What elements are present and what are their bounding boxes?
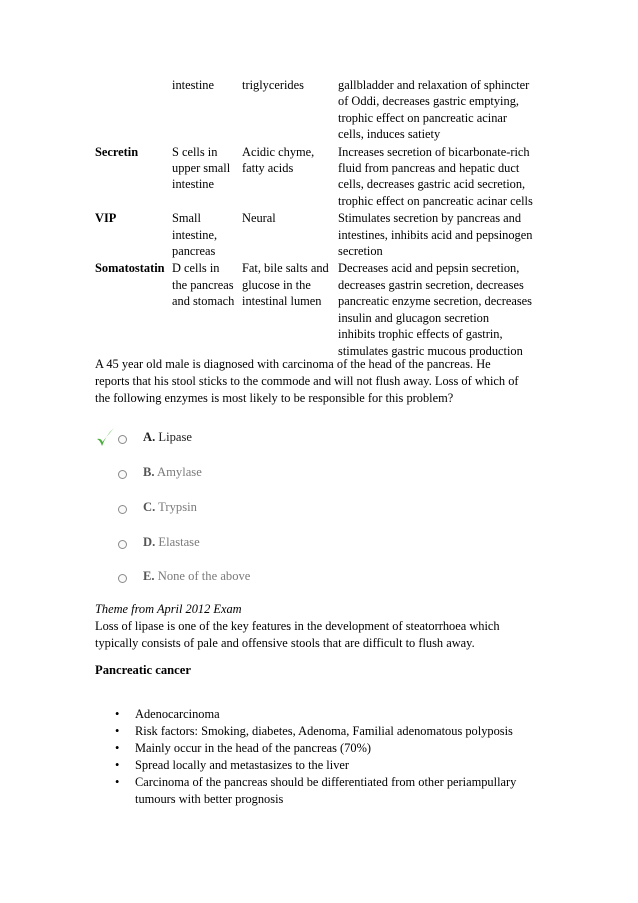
bullet-icon: • [115,758,120,772]
hormone-source: S cells in upper small intestine [172,144,231,192]
table-row [95,77,548,143]
option-label: D. Elastase [143,535,200,549]
radio-button[interactable] [118,540,127,549]
hormone-action: Stimulates secretion by pancreas and intestines, inhibits acid and pepsinogen secretion [338,211,533,259]
hormone-action: Decreases acid and pepsin secretion, decreases gastrin secretion, decreases pancreatic enzyme secretion, decreases insulin and glucagon secretion inhibits trophic effects of gastrin, stimulates gastric mucous production [338,261,533,358]
hormone-source: intestine [172,78,214,92]
option-label: A. Lipase [143,430,192,444]
explanation: Theme from April 2012 Exam Loss of lipase is one of the key features in the development of steatorrhoea which typically consists of pale and offensive stools that are difficult to flush away. [95,601,555,652]
answer-option-a[interactable] [95,430,395,450]
radio-button[interactable] [118,574,127,583]
section-heading: Pancreatic cancer [95,663,191,677]
hormone-name: Somatostatin [95,261,165,276]
hormone-table [95,77,548,359]
hormone-name [95,77,172,143]
hormone-action: Increases secretion of bicarbonate-rich fluid from pancreas and hepatic duct cells, decreases gastric acid secretion, trophic effect on pancreatic acinar cells [338,144,533,208]
radio-button[interactable] [118,505,127,514]
hormone-stimulus: Fat, bile salts and glucose in the intestinal lumen [242,261,329,309]
table-row [95,210,548,259]
question-stem: A 45 year old male is diagnosed with carcinoma of the head of the pancreas. He reports that his stool sticks to the commode and will not flush away. Loss of which of the following enzymes is most likely to be responsible for this problem? [95,357,519,405]
hormone-action: gallbladder and relaxation of sphincter of Oddi, decreases gastric emptying, trophic effect on pancreatic acinar cells, induces satiety [338,78,530,142]
answer-option-b[interactable] [95,465,395,485]
hormone-source: D cells in the pancreas and stomach [172,261,235,309]
hormone-stimulus: Neural [242,211,276,226]
hormone-source: Small intestine, pancreas [172,211,218,259]
table-row [95,144,548,210]
bullet-icon: • [115,741,120,755]
hormone-stimulus: triglycerides [242,78,304,92]
checkmark-icon [95,427,115,449]
list-item: • Adenocarcinoma [115,707,220,721]
theme-note: Theme from April 2012 Exam [95,602,242,616]
radio-button[interactable] [118,470,127,479]
bullet-icon: • [115,707,120,721]
list-item: • Carcinoma of the pancreas should be differentiated from other periampullary tumours with better prognosis [115,775,517,806]
hormone-name: VIP [95,211,117,226]
option-label: C. Trypsin [143,500,197,514]
answer-option-e[interactable] [95,569,395,589]
bullet-list [95,706,516,808]
bullet-icon: • [115,775,120,789]
list-item: • Risk factors: Smoking, diabetes, Adenoma, Familial adenomatous polyposis [115,724,513,738]
answer-option-c[interactable] [95,500,395,520]
option-label: B. Amylase [143,465,202,479]
table-row [95,260,548,358]
radio-button[interactable] [118,435,127,444]
list-item: • Spread locally and metastasizes to the liver [115,758,350,772]
hormone-name: Secretin [95,144,139,159]
hormone-stimulus: Acidic chyme, fatty acids [242,144,315,176]
list-item: • Mainly occur in the head of the pancreas (70%) [115,741,372,755]
answer-option-d[interactable] [95,535,395,555]
bullet-icon: • [115,724,120,738]
option-label: E. None of the above [143,569,251,583]
